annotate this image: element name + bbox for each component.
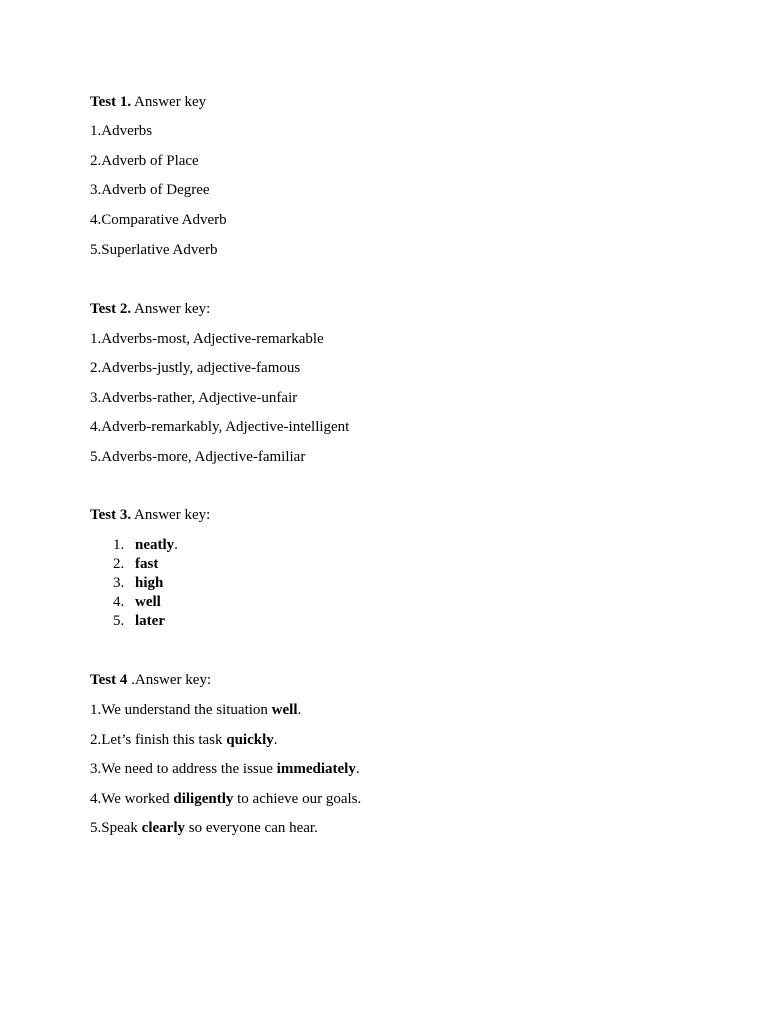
test1-item: 2.Adverb of Place <box>90 153 199 169</box>
test4-item <box>90 731 278 749</box>
test3-heading <box>90 506 210 524</box>
answer-word: quickly <box>226 732 274 748</box>
list-number: 4. <box>113 594 125 610</box>
answer-word: fast <box>135 556 159 572</box>
test1-item: 1.Adverbs <box>90 123 153 139</box>
answer-word: diligently <box>173 791 234 807</box>
answer-word: well <box>271 702 298 718</box>
list-number: 2. <box>113 556 125 572</box>
test1-item: 4.Comparative Adverb <box>90 212 227 228</box>
test3-item <box>113 612 165 630</box>
test4-heading-text: .Answer key: <box>127 672 212 688</box>
test2-heading-text: Answer key: <box>131 301 211 317</box>
sentence-end: . <box>273 732 278 748</box>
test4-item <box>90 790 361 808</box>
test2-item: 4.Adverb-remarkably, Adjective-intelligent <box>90 419 350 435</box>
test3-label: Test 3. <box>90 507 132 523</box>
answer-word: well <box>135 594 161 610</box>
sentence-end: . <box>355 761 360 777</box>
sentence-start: 4.We worked <box>90 791 174 807</box>
sentence-start: 3.We need to address the issue <box>90 761 277 777</box>
test3-item <box>113 574 163 592</box>
test4-heading <box>90 671 211 689</box>
test1-heading-text: Answer key <box>131 94 207 110</box>
sentence-end: . <box>297 702 302 718</box>
list-number: 5. <box>113 613 125 629</box>
test3-item <box>113 593 161 611</box>
test3-heading-text: Answer key: <box>131 507 211 523</box>
test3-item <box>113 536 178 554</box>
answer-word: high <box>135 575 164 591</box>
test4-label: Test 4 <box>90 672 128 688</box>
test2-item: 5.Adverbs-more, Adjective-familiar <box>90 449 306 465</box>
test4-item <box>90 819 318 837</box>
test2-item: 2.Adverbs-justly, adjective-famous <box>90 360 301 376</box>
answer-word: later <box>135 613 165 629</box>
sentence-start: 1.We understand the situation <box>90 702 272 718</box>
answer-suffix: . <box>174 537 178 553</box>
sentence-start: 2.Let’s finish this task <box>90 732 227 748</box>
answer-word: neatly <box>135 537 175 553</box>
list-number: 1. <box>113 537 125 553</box>
sentence-end: so everyone can hear. <box>184 820 318 836</box>
test1-label: Test 1. <box>90 94 132 110</box>
sentence-start: 5.Speak <box>90 820 142 836</box>
test2-heading <box>90 300 210 318</box>
test1-item: 5.Superlative Adverb <box>90 242 218 258</box>
test1-item: 3.Adverb of Degree <box>90 182 210 198</box>
sentence-end: to achieve our goals. <box>233 791 362 807</box>
test2-item: 3.Adverbs-rather, Adjective-unfair <box>90 390 298 406</box>
test4-item <box>90 701 301 719</box>
answer-word: clearly <box>141 820 185 836</box>
answer-word: immediately <box>276 761 356 777</box>
test1-heading <box>90 93 206 111</box>
list-number: 3. <box>113 575 125 591</box>
test4-item <box>90 760 360 778</box>
test2-item: 1.Adverbs-most, Adjective-remarkable <box>90 331 324 347</box>
test3-item <box>113 555 158 573</box>
test2-label: Test 2. <box>90 301 132 317</box>
